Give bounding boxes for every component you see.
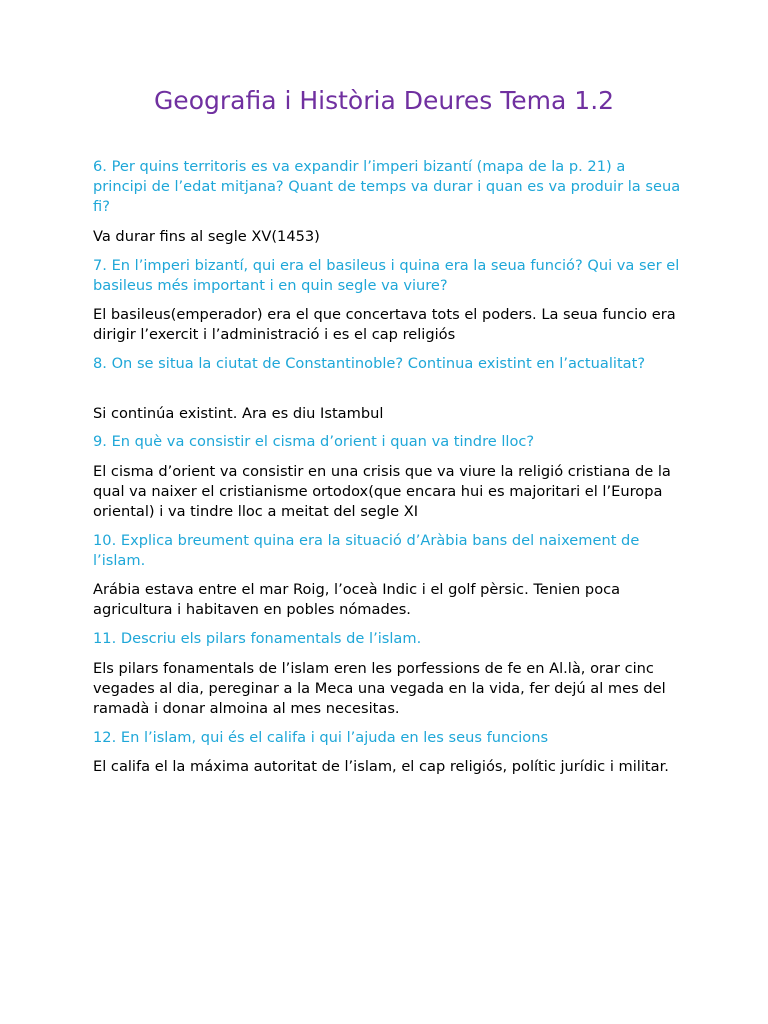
- answer-6: Va durar fins al segle XV(1453): [93, 228, 320, 245]
- question-7: 7. En l’imperi bizantí, qui era el basileus i quina era la seua funció? Qui va ser el basileus més important i en quin segle va viure?: [93, 257, 680, 294]
- answer-11: Els pilars fonamentals de l’islam eren les porfessions de fe en Al.là, orar cinc vegades al dia, pereginar a la Meca una vegada en la vida, fer dejú al mes del ramadà i donar almoina al mes necesitas.: [93, 660, 666, 717]
- answer-9: El cisma d’orient va consistir en una crisis que va viure la religió cristiana de la qual va naixer el cristianisme ortodox(que encara hui es majoritari el l’Europa oriental) i va tindre lloc a meitat del segle XI: [93, 463, 671, 520]
- question-9: 9. En què va consistir el cisma d’orient i quan va tindre lloc?: [93, 433, 535, 450]
- answer-12: El califa el la máxima autoritat de l’islam, el cap religiós, polític jurídic i militar.: [93, 758, 669, 775]
- question-12: 12. En l’islam, qui és el califa i qui l’ajuda en les seus funcions: [93, 729, 549, 746]
- document-title: Geografia i Història Deures Tema 1.2: [153, 86, 615, 115]
- answer-8: Si continúa existint. Ara es diu Istambul: [93, 405, 384, 422]
- question-10: 10. Explica breument quina era la situació d’Aràbia bans del naixement de l’islam.: [93, 532, 640, 569]
- question-6: 6. Per quins territoris es va expandir l’imperi bizantí (mapa de la p. 21) a principi de l’edat mitjana? Quant de temps va durar i quan es va produir la seua fi?: [93, 158, 681, 215]
- answer-10: Arábia estava entre el mar Roig, l’oceà Indic i el golf pèrsic. Tenien poca agricultura i habitaven en pobles nómades.: [93, 581, 621, 618]
- question-11: 11. Descriu els pilars fonamentals de l’islam.: [93, 630, 422, 647]
- question-8: 8. On se situa la ciutat de Constantinoble? Continua existint en l’actualitat?: [93, 355, 646, 372]
- answer-7: El basileus(emperador) era el que concertava tots el poders. La seua funcio era dirigir l’exercit i l’administració i es el cap religiós: [93, 306, 676, 343]
